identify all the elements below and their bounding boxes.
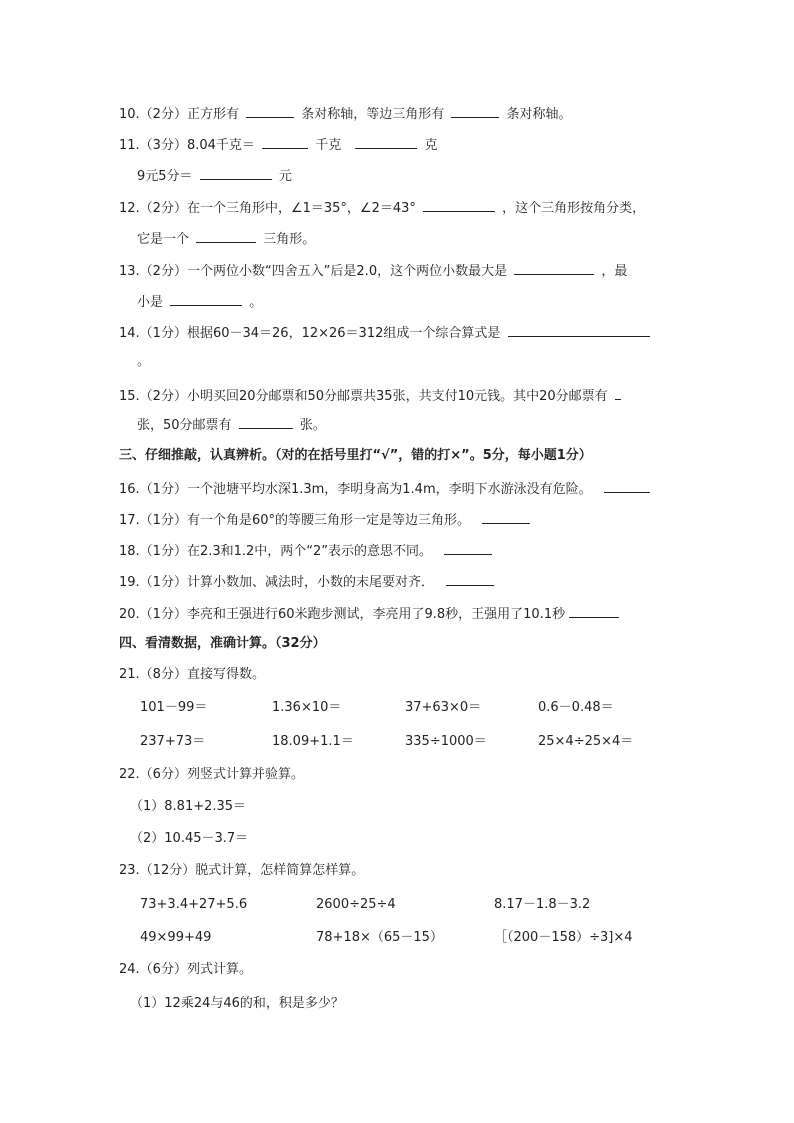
- question-24-part-1: （1）12乘24与46的和，积是多少？: [130, 996, 344, 1011]
- answer-blank[interactable]: [446, 571, 494, 586]
- question-22-part-1: （1）8.81+2.35＝: [130, 799, 247, 814]
- section-3-heading: 三、仔细推敲，认真辨析。（对的在括号里打“√”，错的打×”。5分，每小题1分）: [119, 448, 592, 463]
- question-17: 17.（1分）有一个角是60°的等腰三角形一定是等边三角形。: [119, 509, 533, 531]
- question-14: 14.（1分）根据60－34＝26，12×26＝312组成一个综合算式是: [119, 322, 653, 344]
- calc-item: 1.36×10＝: [272, 700, 342, 715]
- calc-item: 49×99+49: [140, 930, 212, 945]
- question-18: 18.（1分）在2.3和1.2中，两个“2”表示的意思不同。: [119, 540, 495, 562]
- calc-item: 8.17－1.8－3.2: [494, 897, 591, 912]
- question-15: 15.（2分）小明买回20分邮票和50分邮票共35张，共支付10元钱。其中20分邮票有: [119, 385, 624, 407]
- calc-item: 237+73＝: [140, 734, 206, 749]
- calc-item: 18.09+1.1＝: [272, 734, 354, 749]
- answer-blank[interactable]: [246, 103, 294, 118]
- calc-item: 2600÷25÷4: [316, 897, 396, 912]
- answer-blank[interactable]: [200, 165, 272, 180]
- calc-item: 101－99＝: [140, 700, 208, 715]
- calc-item: 78+18×（65－15）: [316, 930, 443, 945]
- section-4-heading: 四、看清数据，准确计算。（32分）: [119, 636, 326, 651]
- calc-item: 37+63×0＝: [405, 700, 482, 715]
- question-12: 12.（2分）在一个三角形中，∠1＝35°，∠2＝43° ，这个三角形按角分类，: [119, 197, 645, 219]
- question-21-title: 21.（8分）直接写得数。: [119, 667, 265, 682]
- answer-blank[interactable]: [262, 134, 308, 149]
- answer-blank[interactable]: [569, 603, 619, 618]
- answer-blank[interactable]: [508, 322, 650, 337]
- answer-blank[interactable]: [615, 385, 621, 400]
- answer-blank[interactable]: [451, 103, 499, 118]
- answer-blank[interactable]: [196, 228, 256, 243]
- calc-item: 335÷1000＝: [405, 734, 487, 749]
- calc-item: 73+3.4+27+5.6: [140, 897, 248, 912]
- answer-blank[interactable]: [170, 291, 242, 306]
- calc-item: ［（200－158）÷3]×4: [494, 930, 633, 945]
- question-20: 20.（1分）李亮和王强进行60米跑步测试，李亮用了9.8秒，王强用了10.1秒: [119, 603, 622, 625]
- answer-blank[interactable]: [423, 197, 495, 212]
- question-24-title: 24.（6分）列式计算。: [119, 962, 252, 977]
- question-15-line2: 张，50分邮票有 张。: [137, 414, 326, 436]
- answer-blank[interactable]: [514, 260, 594, 275]
- answer-blank[interactable]: [355, 134, 417, 149]
- answer-blank[interactable]: [444, 540, 492, 555]
- answer-blank[interactable]: [604, 478, 650, 493]
- calc-item: 25×4÷25×4＝: [538, 734, 634, 749]
- question-11: 11.（3分）8.04千克＝ 千克 克: [119, 134, 438, 156]
- answer-blank[interactable]: [239, 414, 293, 429]
- question-11-line2: 9元5分＝ 元: [137, 165, 292, 187]
- question-19: 19.（1分）计算小数加、减法时，小数的末尾要对齐．: [119, 571, 497, 593]
- question-10: 10.（2分）正方形有 条对称轴，等边三角形有 条对称轴。: [119, 103, 572, 125]
- question-16: 16.（1分）一个池塘平均水深1.3m，李明身高为1.4m，李明下水游泳没有危险。: [119, 478, 653, 500]
- question-22-title: 22.（6分）列竖式计算并验算。: [119, 767, 304, 782]
- question-14-line2: 。: [137, 354, 151, 369]
- answer-blank[interactable]: [482, 509, 530, 524]
- question-22-part-2: （2）10.45－3.7＝: [130, 831, 249, 846]
- question-12-line2: 它是一个 三角形。: [137, 228, 315, 250]
- question-13: 13.（2分）一个两位小数“四舍五入”后是2.0，这个两位小数最大是 ，最: [119, 260, 627, 282]
- question-13-line2: 小是 。: [137, 291, 262, 313]
- calc-item: 0.6－0.48＝: [538, 700, 614, 715]
- question-23-title: 23.（12分）脱式计算，怎样简算怎样算。: [119, 863, 365, 878]
